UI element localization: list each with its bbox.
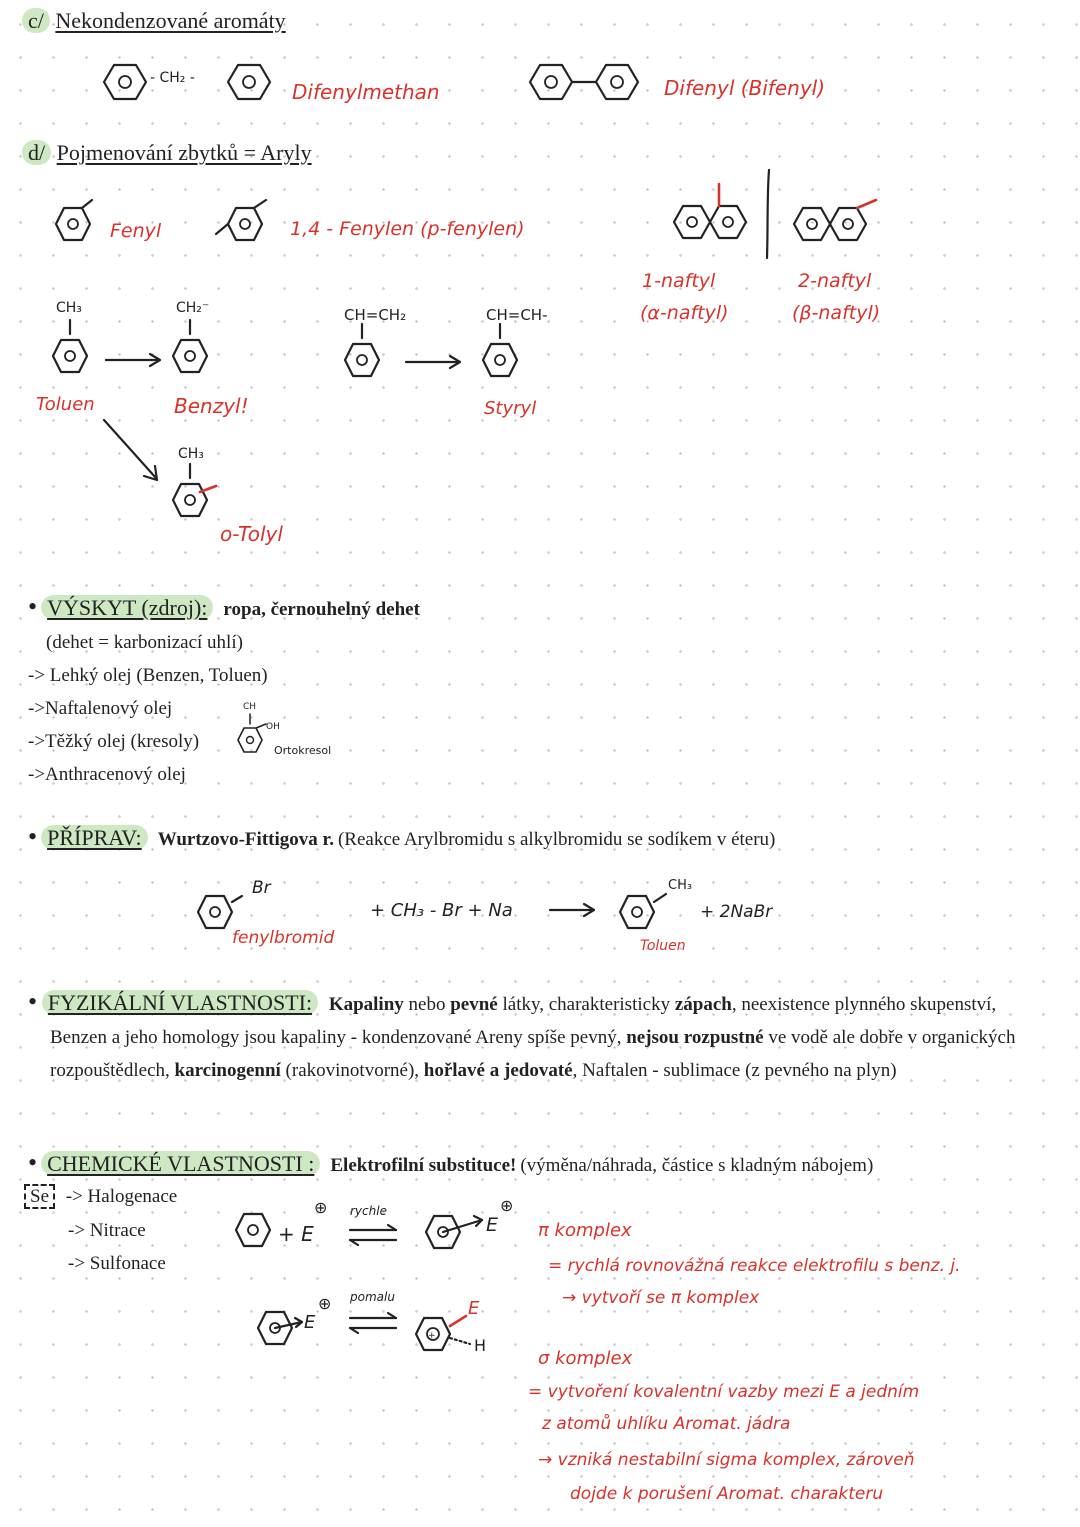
text-fragment: nebo	[403, 994, 451, 1015]
section-d-letter: d/	[22, 140, 51, 165]
vyskyt-line-2: ->Naftalenový olej	[28, 698, 173, 719]
section-c-title: Nekondenzované aromáty	[55, 8, 286, 33]
fenylen-label: 1,4 - Fenylen (p-fenylen)	[290, 218, 525, 240]
benzene-reactant-1	[230, 1202, 284, 1256]
toluen-label: Toluen	[36, 394, 95, 415]
chemicke-heading: CHEMICKÉ VLASTNOSTI :	[41, 1151, 320, 1176]
fyzikalni-heading: FYZIKÁLNÍ VLASTNOSTI:	[42, 990, 318, 1015]
fyzikalni-paragraph	[28, 986, 1028, 1087]
styryl-sub-label: CH=CH-	[486, 306, 548, 324]
se-box: Se	[24, 1184, 55, 1209]
vyskyt-heading-row	[28, 594, 420, 621]
difenyl-structure	[524, 56, 654, 108]
benzyl-ch2-label: CH₂⁻	[176, 300, 210, 316]
pi-complex-line-1: → vytvoří se π komplex	[562, 1288, 760, 1308]
section-d-title: Pojmenování zbytků = Aryly	[56, 140, 312, 165]
reaction-arrow	[548, 900, 600, 920]
naftyl2-structure	[788, 190, 888, 250]
vyskyt-line-1: -> Lehký olej (Benzen, Toluen)	[28, 665, 268, 686]
toluen-ch3-label: CH₃	[56, 300, 82, 316]
section-c-heading	[22, 8, 286, 34]
fenylen-structure	[212, 194, 282, 254]
arrow-toluen-benzyl	[104, 350, 168, 370]
ortokresol-structure	[234, 712, 278, 760]
reagents-label: + CH₃ - Br + Na	[370, 900, 513, 921]
zapach-text: zápach	[674, 994, 732, 1015]
bullet: •	[28, 1148, 38, 1177]
plus-e-label: + E	[278, 1222, 314, 1246]
fenyl-structure	[50, 196, 108, 250]
styrene-structure	[340, 322, 400, 390]
equilibrium-arrow-1	[346, 1222, 402, 1248]
bullet: •	[28, 592, 38, 621]
pomalu-label: pomalu	[350, 1290, 395, 1304]
divider-line	[762, 166, 774, 262]
section-d-heading	[22, 140, 312, 166]
product-ch3-label: CH₃	[668, 878, 693, 893]
karcinogenni-text: karcinogenní	[174, 1060, 281, 1081]
arrow-styrene-styryl	[404, 352, 468, 372]
toluen-structure	[48, 318, 108, 386]
arrow-toluen-tolyl	[100, 416, 166, 488]
ortokresol-label: Ortokresol	[274, 744, 332, 757]
text-fragment: ve vodě ale dobře v organických rozpouštědlech,	[50, 1027, 1016, 1081]
sigma-complex-title: σ komplex	[538, 1348, 633, 1369]
se-item-2: -> Sulfonace	[68, 1253, 166, 1274]
charge-plus-1: ⊕	[314, 1198, 328, 1217]
benzyl-label: Benzyl!	[174, 394, 249, 418]
e-pi-label: E	[486, 1214, 499, 1236]
charge-plus-2: ⊕	[500, 1196, 514, 1215]
difenylmethan-label: Difenylmethan	[292, 80, 440, 104]
text-fragment: , Naftalen - sublimace (z pevného na plyn)	[572, 1060, 897, 1081]
naftyl1-label: 1-naftyl	[642, 270, 716, 292]
ch2-bridge-label: - CH₂ -	[150, 70, 195, 86]
text-fragment: (rakovinotvorné),	[280, 1060, 424, 1081]
chemicke-heading-row	[28, 1150, 873, 1177]
bullet: •	[28, 987, 38, 1016]
vyskyt-line-4: ->Anthracenový olej	[28, 764, 186, 785]
benzyl-structure	[168, 318, 228, 386]
difenyl-label: Difenyl (Bifenyl)	[664, 76, 826, 100]
vyskyt-line-3: ->Těžký olej (kresoly)	[28, 731, 200, 752]
section-c-letter: c/	[22, 8, 50, 33]
tolyl-ch3-label: CH₃	[178, 446, 204, 462]
h-label: H	[474, 1336, 487, 1355]
se-item-0: -> Halogenace	[65, 1186, 178, 1207]
naftyl1-alpha-label: (α-naftyl)	[640, 302, 729, 324]
nabr-label: + 2NaBr	[700, 902, 773, 922]
sigma-complex-line-0: = vytvoření kovalentní vazby mezi E a jedním	[528, 1382, 920, 1402]
toluen-product-label: Toluen	[640, 938, 686, 954]
cresol-ch-label: CH	[243, 702, 257, 712]
cresol-oh-label: OH	[266, 722, 280, 732]
styryl-label: Styryl	[484, 398, 537, 419]
naftyl2-label: 2-naftyl	[798, 270, 872, 292]
chemicke-description: (výměna/náhrada, částice s kladným nábojem)	[520, 1155, 874, 1176]
rychle-label: rychle	[350, 1204, 387, 1218]
text-fragment: látky, charakteristicky	[497, 994, 675, 1015]
fyzikalni-block	[28, 986, 1028, 1087]
difenylmethan-structure	[96, 56, 296, 108]
equilibrium-arrow-2	[346, 1310, 402, 1336]
bullet: •	[28, 822, 38, 851]
naftyl2-beta-label: (β-naftyl)	[792, 302, 881, 324]
e-sigma-reactant-label: E	[304, 1312, 316, 1333]
vyskyt-heading: VÝSKYT (zdroj):	[41, 595, 213, 620]
tolyl-structure	[168, 462, 238, 530]
pi-complex-title: π komplex	[538, 1220, 632, 1241]
priprava-heading-row	[28, 824, 775, 851]
styryl-structure	[478, 322, 538, 390]
e-sigma-label: E	[468, 1298, 480, 1319]
sigma-complex-line-1: z atomů uhlíku Aromat. jádra	[542, 1414, 791, 1434]
naftyl1-structure	[666, 176, 756, 246]
se-label-row	[24, 1186, 177, 1208]
sigma-complex-line-2: → vzniká nestabilní sigma komplex, zároveň	[538, 1450, 915, 1470]
vinyl-label: CH=CH₂	[344, 306, 407, 324]
priprava-description: (Reakce Arylbromidu s alkylbromidu se sodíkem v éteru)	[337, 829, 776, 850]
fenylbromid-label: fenylbromid	[232, 928, 335, 948]
vyskyt-sources: ropa, černouhelný dehet	[223, 599, 420, 620]
br-label: Br	[252, 878, 271, 898]
chemicke-substitution: Elektrofilní substituce!	[330, 1155, 517, 1176]
pevne-text: pevné	[450, 994, 498, 1015]
tolyl-label: o-Tolyl	[220, 522, 283, 546]
sigma-complex-line-3: dojde k porušení Aromat. charakteru	[570, 1484, 884, 1504]
charge-plus-3: ⊕	[318, 1294, 332, 1313]
priprava-heading: PŘÍPRAV:	[41, 825, 148, 850]
horlave-jedovate-text: hořlavé a jedovaté	[423, 1060, 573, 1081]
fenyl-label: Fenyl	[110, 220, 162, 242]
priprava-reaction-name: Wurtzovo-Fittigova r.	[157, 829, 334, 850]
pi-complex-line-0: = rychlá rovnovážná reakce elektrofilu s benz. j.	[548, 1256, 961, 1276]
svg-text:+: +	[428, 1331, 436, 1341]
se-item-1: -> Nitrace	[68, 1220, 146, 1241]
nejsou-rozpustne-text: nejsou rozpustné	[626, 1027, 764, 1048]
vyskyt-line-0: (dehet = karbonizací uhlí)	[46, 632, 243, 653]
text-fragment: , neexistence plynného skupenství, Benzen a jeho homology jsou kapaliny - kondenzované Areny spíše pevný,	[50, 994, 997, 1048]
kapaliny-text: Kapaliny	[328, 994, 404, 1015]
